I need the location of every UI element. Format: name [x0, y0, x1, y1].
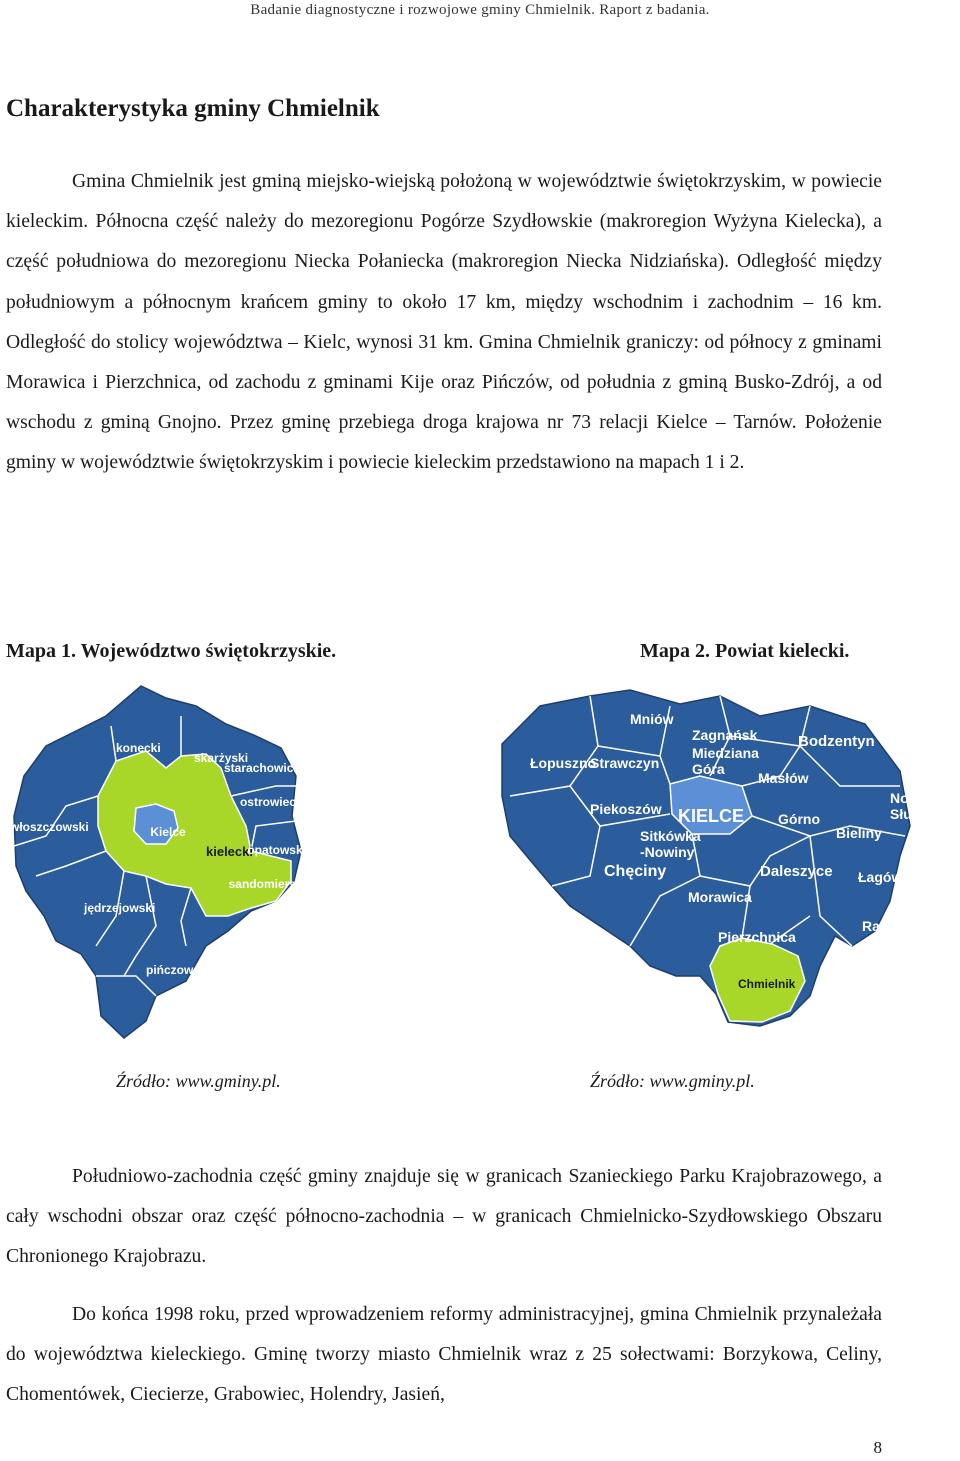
label-skarzyski: skarżyski: [194, 751, 249, 765]
map2-source: Źródło: www.gminy.pl.: [590, 1071, 755, 1091]
label-wloszczowski: włoszczowski: [10, 820, 89, 834]
label-rakow: Raków: [862, 918, 908, 934]
section-title: Charakterystyka gminy Chmielnik: [6, 95, 380, 122]
label-pierzchnica: Pierzchnica: [718, 929, 796, 945]
map1-caption: Mapa 1. Województwo świętokrzyskie.: [6, 640, 337, 662]
map1-source: Źródło: www.gminy.pl.: [116, 1071, 281, 1091]
map-voivodeship: [6, 676, 332, 1046]
paragraph-protected-areas: Południowo-zachodnia część gminy znajduje się w granicach Szanieckiego Parku Krajobrazowego, a cały wschodni obszar oraz część północno-zachodnia – w granicach Chmielnicko-Szydłowskiego Obszaru Chronionego Krajobrazu.: [6, 1166, 882, 1268]
running-header: Badanie diagnostyczne i rozwojowe gminy Chmielnik. Raport z badania.: [250, 2, 710, 18]
label-bieliny: Bieliny: [836, 825, 882, 841]
page-number: 8: [873, 1438, 882, 1457]
label-miedziana: Miedziana: [692, 745, 759, 761]
label-slupia: Słupia: [890, 806, 933, 822]
label-kielecki: kielecki: [206, 844, 253, 859]
label-nowa: Nowa: [890, 790, 928, 806]
label-gora: Góra: [692, 761, 725, 777]
label-staszowski: staszowski: [268, 921, 332, 935]
label-kielce: Kielce: [150, 825, 186, 839]
label-pinczowski: pińczowski: [146, 963, 211, 977]
label-opatowski: opatowski: [247, 843, 306, 857]
label-jedrzejowski: jędrzejowski: [84, 901, 156, 915]
label-zagansk: Zagnańsk: [692, 727, 758, 743]
label-lopuszno: Łopuszno: [530, 755, 597, 771]
paragraph-location: Gmina Chmielnik jest gminą miejsko-wiejską położoną w województwie świętokrzyskim, w powiecie kieleckim. Północna część należy do mezoregionu Pogórze Szydłowskie (makroregion Wyżyna Kielecka), a część południowa do mezoregionu Niecka Połaniecka (makroregion Niecka Nidziańska). Odległość między południowym a północnym krańcem gminy to około 17 km, między wschodnim i zachodnim – 16 km. Odległość do stolicy województwa – Kielc, wynosi 31 km. Gmina Chmielnik graniczy: od północy z gminami Morawica i Pierzchnica, od zachodu z gminami Kije oraz Pińczów, od południa z gminą Busko-Zdrój, a od wschodu z gminą Gnojno. Przez gminę przebiega droga krajowa nr 73 relacji Kielce – Tarnów. Położenie gminy w województwie świętokrzyskim i powiecie kieleckim przedstawiono na mapach 1 i 2.: [6, 171, 882, 474]
label-daleszyce: Daleszyce: [760, 863, 833, 880]
label-sandomierski: sandomierski: [228, 877, 306, 891]
label-bodzentyn: Bodzentyn: [798, 733, 875, 750]
map2-caption: Mapa 2. Powiat kielecki.: [640, 640, 850, 662]
map-county: [480, 676, 933, 1046]
label-buski: buski: [221, 957, 253, 971]
label-mniow: Mniów: [630, 711, 674, 727]
label-maslow: Masłów: [758, 770, 809, 786]
label-konecki: konecki: [116, 741, 161, 755]
label-checiny: Chęciny: [604, 863, 667, 880]
label-nowiny: -Nowiny: [640, 844, 695, 860]
label-gorno: Górno: [778, 811, 820, 827]
label-morawica: Morawica: [688, 889, 752, 905]
label-piekoszow: Piekoszów: [590, 801, 662, 817]
label-chmielnik: Chmielnik: [738, 977, 796, 991]
paragraph-history: Do końca 1998 roku, przed wprowadzeniem reformy administracyjnej, gmina Chmielnik przynależała do województwa kieleckiego. Gminę tworzy miasto Chmielnik wraz z 25 sołectwami: Borzykowa, Celiny, Chomentówek, Ciecierze, Grabowiec, Holendry, Jasień,: [6, 1304, 882, 1406]
label-kielce-city: KIELCE: [678, 806, 745, 826]
label-ostrowiecki: ostrowiecki: [239, 795, 306, 809]
label-starachowicki: starachowicki: [224, 761, 304, 775]
label-sitkowka: Sitkówka: [640, 828, 701, 844]
label-strawczyn: Strawczyn: [590, 755, 660, 771]
label-kazimierski: kazimierski: [148, 1017, 213, 1031]
label-lagow: Łagów: [858, 869, 903, 885]
